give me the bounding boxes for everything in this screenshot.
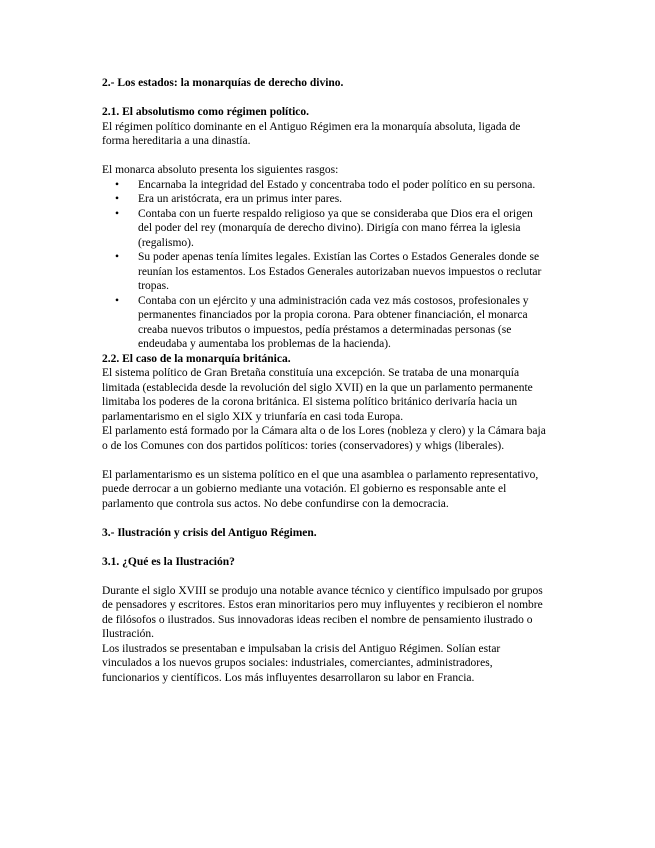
bullet-icon: • [115, 251, 120, 263]
list-item [102, 178, 548, 193]
section-3-title: 3.- Ilustración y crisis del Antiguo Régimen. [102, 526, 317, 539]
list-item-text: Contaba con un fuerte respaldo religioso ya que se consideraba que Dios era el origen del poder del rey (monarquía de derecho divino). Dirigía con mano férrea la iglesia (regalismo). [138, 207, 533, 249]
bullet-icon: • [115, 193, 120, 205]
paragraph: El parlamentarismo es un sistema político en el que una asamblea o parlamento representativo, puede derrocar a un gobierno mediante una votación. El gobierno es responsable ante el parlamento que controla sus actos. No debe confundirse con la democracia. [102, 468, 539, 510]
paragraph: El parlamento está formado por la Cámara alta o de los Lores (nobleza y clero) y la Cámara baja o de los Comunes con dos partidos políticos: tories (conservadores) y whigs (liberales). [102, 425, 546, 452]
paragraph: Los ilustrados se presentaban e impulsaban la crisis del Antiguo Régimen. Solían estar vinculados a los nuevos grupos sociales: industriales, comerciantes, administradores, funcionarios y científicos. Los más influyentes desarrollaron su labor en Francia. [102, 642, 501, 684]
list-item [102, 250, 548, 294]
paragraph: Durante el siglo XVIII se produjo una notable avance técnico y científico impulsado por grupos de pensadores y escritores. Estos eran minoritarios pero muy influyentes y recibieron el nombre de filósofos o ilustrados. Sus innovadoras ideas reciben el nombre de pensamiento ilustrado o Ilustración. [102, 584, 543, 640]
traits-list [102, 178, 548, 352]
bullet-icon: • [115, 294, 120, 307]
bullet-icon: • [115, 207, 120, 220]
section-2-1-title: 2.1. El absolutismo como régimen político. [102, 106, 309, 118]
list-item [102, 192, 548, 207]
list-item-text: Contaba con un ejército y una administración cada vez más costosos, profesionales y permanentes financiados por la propia corona. Para obtener financiación, el monarca creaba nuevos tributos o impuestos, pedía préstamos a determinadas personas (se endeudaba y aumentaba los problemas de la hacienda). [138, 294, 529, 350]
bullet-icon: • [115, 178, 120, 191]
paragraph: El régimen político dominante en el Antiguo Régimen era la monarquía absoluta, ligada de forma hereditaria a una dinastía. [102, 120, 521, 147]
list-item-text: Era un aristócrata, era un primus inter pares. [138, 193, 343, 205]
list-item-text: Su poder apenas tenía límites legales. Existían las Cortes o Estados Generales donde se reunían los estamentos. Los Estados Generales autorizaban nuevos impuestos o reclutar tropas. [138, 251, 542, 292]
paragraph: El sistema político de Gran Bretaña constituía una excepción. Se trataba de una monarquía limitada (establecida desde la revolución del siglo XVII) en la que un parlamento permanente limitaba los poderes de la corona británica. El sistema político británico derivaría hacia un parlamentarismo en el siglo XIX y triunfaría en casi toda Europa. [102, 367, 533, 423]
section-2-title: 2.- Los estados: la monarquías de derecho divino. [102, 77, 344, 89]
document-body [102, 76, 548, 685]
section-2-2-title: 2.2. El caso de la monarquía británica. [102, 352, 291, 365]
list-item [102, 294, 548, 352]
paragraph: El monarca absoluto presenta los siguientes rasgos: [102, 164, 339, 176]
list-item [102, 207, 548, 251]
section-3-1-title: 3.1. ¿Qué es la Ilustración? [102, 555, 235, 568]
list-item-text: Encarnaba la integridad del Estado y concentraba todo el poder político en su persona. [138, 178, 536, 191]
